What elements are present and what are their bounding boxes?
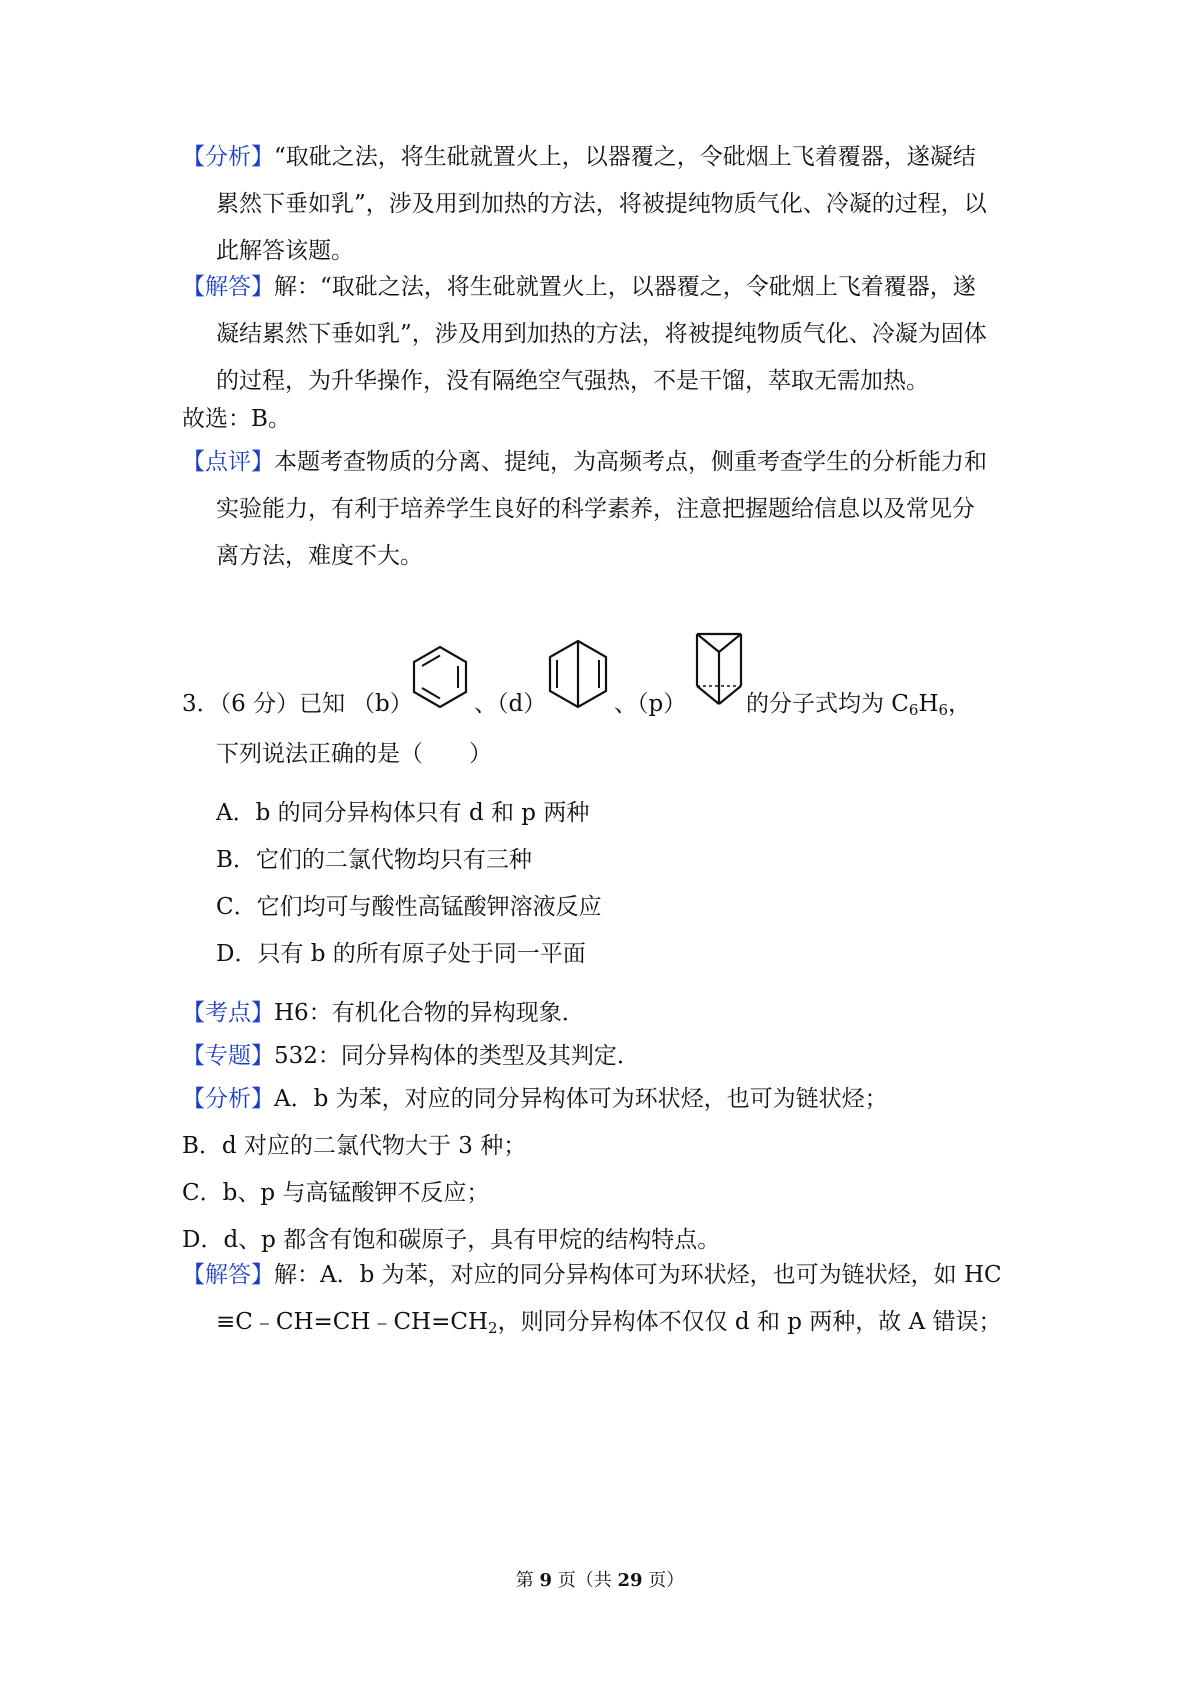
formula-text: 的分子式均为 C6H6， (746, 691, 972, 719)
analysis-item: C．b、p 与高锰酸钾不反应； (182, 1180, 490, 1206)
comment-line: 离方法，难度不大。 (216, 543, 423, 569)
analysis-item: D．d、p 都含有饱和碳原子，具有甲烷的结构特点。 (182, 1227, 721, 1253)
option-c: C．它们均可与酸性高锰酸钾溶液反应 (216, 894, 602, 920)
option-b: B．它们的二氯代物均只有三种 (216, 847, 532, 873)
choice-line (182, 396, 1032, 443)
option-a: A．b 的同分异构体只有 d 和 p 两种 (216, 800, 590, 826)
analysis-line: “取砒之法，将生砒就置火上，以器覆之，令砒烟上飞着覆器，遂凝结 (274, 144, 976, 170)
question-intro: 3．（6 分）已知 (182, 691, 346, 717)
zhuanti-tag: 【专题】 (182, 1043, 274, 1069)
label-d: 、（d） (474, 691, 547, 717)
analysis-line: 累然下垂如乳”，涉及用到加热的方法，将被提纯物质气化、冷凝的过程，以 (216, 191, 987, 217)
analysis-tag: 【分析】 (182, 144, 274, 170)
total-pages: 29 (617, 1570, 643, 1591)
analysis-item: B．d 对应的二氯代物大于 3 种； (182, 1133, 527, 1159)
analysis-paragraph-2: 【分析】A．b 为苯，对应的同分异构体可为环状烃，也可为链状烃； B．d 对应的二氯代物大于 3 种； C．b、p 与高锰酸钾不反应； D．d、p 都含有饱和碳原子，具有甲烷的结构特点。 (182, 1076, 1032, 1264)
answer-tag: 【解答】 (182, 274, 274, 300)
answer-paragraph-2: 【解答】解：A．b 为苯，对应的同分异构体可为环状烃，也可为链状烃，如 HC ≡C﹣CH=CH﹣CH=CH2，则同分异构体不仅仅 d 和 p 两种，故 A 错误； (182, 1262, 1002, 1337)
page-footer: 第 9 页（共 29 页） (515, 1570, 685, 1591)
benzene-structure-icon (410, 644, 470, 710)
kaodian-tag: 【考点】 (182, 1000, 274, 1026)
comment-tag: 【点评】 (182, 449, 274, 475)
comment-line: 实验能力，有利于培养学生良好的科学素养，注意把握题给信息以及常见分 (216, 496, 975, 522)
zhuanti-line: 【专题】532：同分异构体的类型及其判定． (182, 1043, 640, 1069)
options-list (216, 790, 602, 978)
label-p: 、（p） (614, 691, 687, 717)
analysis-paragraph-1 (182, 134, 1032, 275)
page-number: 9 (539, 1570, 552, 1591)
kaodian-line: 【考点】H6：有机化合物的异构现象． (182, 1000, 585, 1026)
label-b: （b） (352, 691, 413, 717)
answer-line: 的过程，为升华操作，没有隔绝空气强热，不是干馏，萃取无需加热。 (216, 368, 929, 394)
comment-paragraph (182, 439, 1032, 580)
question-stem: 下列说法正确的是（ ） (216, 741, 492, 767)
prismane-structure-icon (694, 628, 744, 710)
analysis-tag: 【分析】 (182, 1086, 274, 1112)
choice-text: 故选：B。 (182, 406, 291, 432)
comment-line: 本题考查物质的分离、提纯，为高频考点，侧重考查学生的分析能力和 (274, 449, 987, 475)
dewar-benzene-structure-icon (546, 638, 610, 710)
answer-tag: 【解答】 (182, 1262, 274, 1288)
analysis-line: 此解答该题。 (216, 238, 354, 264)
option-d: D．只有 b 的所有原子处于同一平面 (216, 941, 586, 967)
answer-line: 解：“取砒之法，将生砒就置火上，以器覆之，令砒烟上飞着覆器，遂 (274, 274, 976, 300)
answer-paragraph-1 (182, 264, 1032, 405)
answer-line: 凝结累然下垂如乳”，涉及用到加热的方法，将被提纯物质气化、冷凝为固体 (216, 321, 987, 347)
